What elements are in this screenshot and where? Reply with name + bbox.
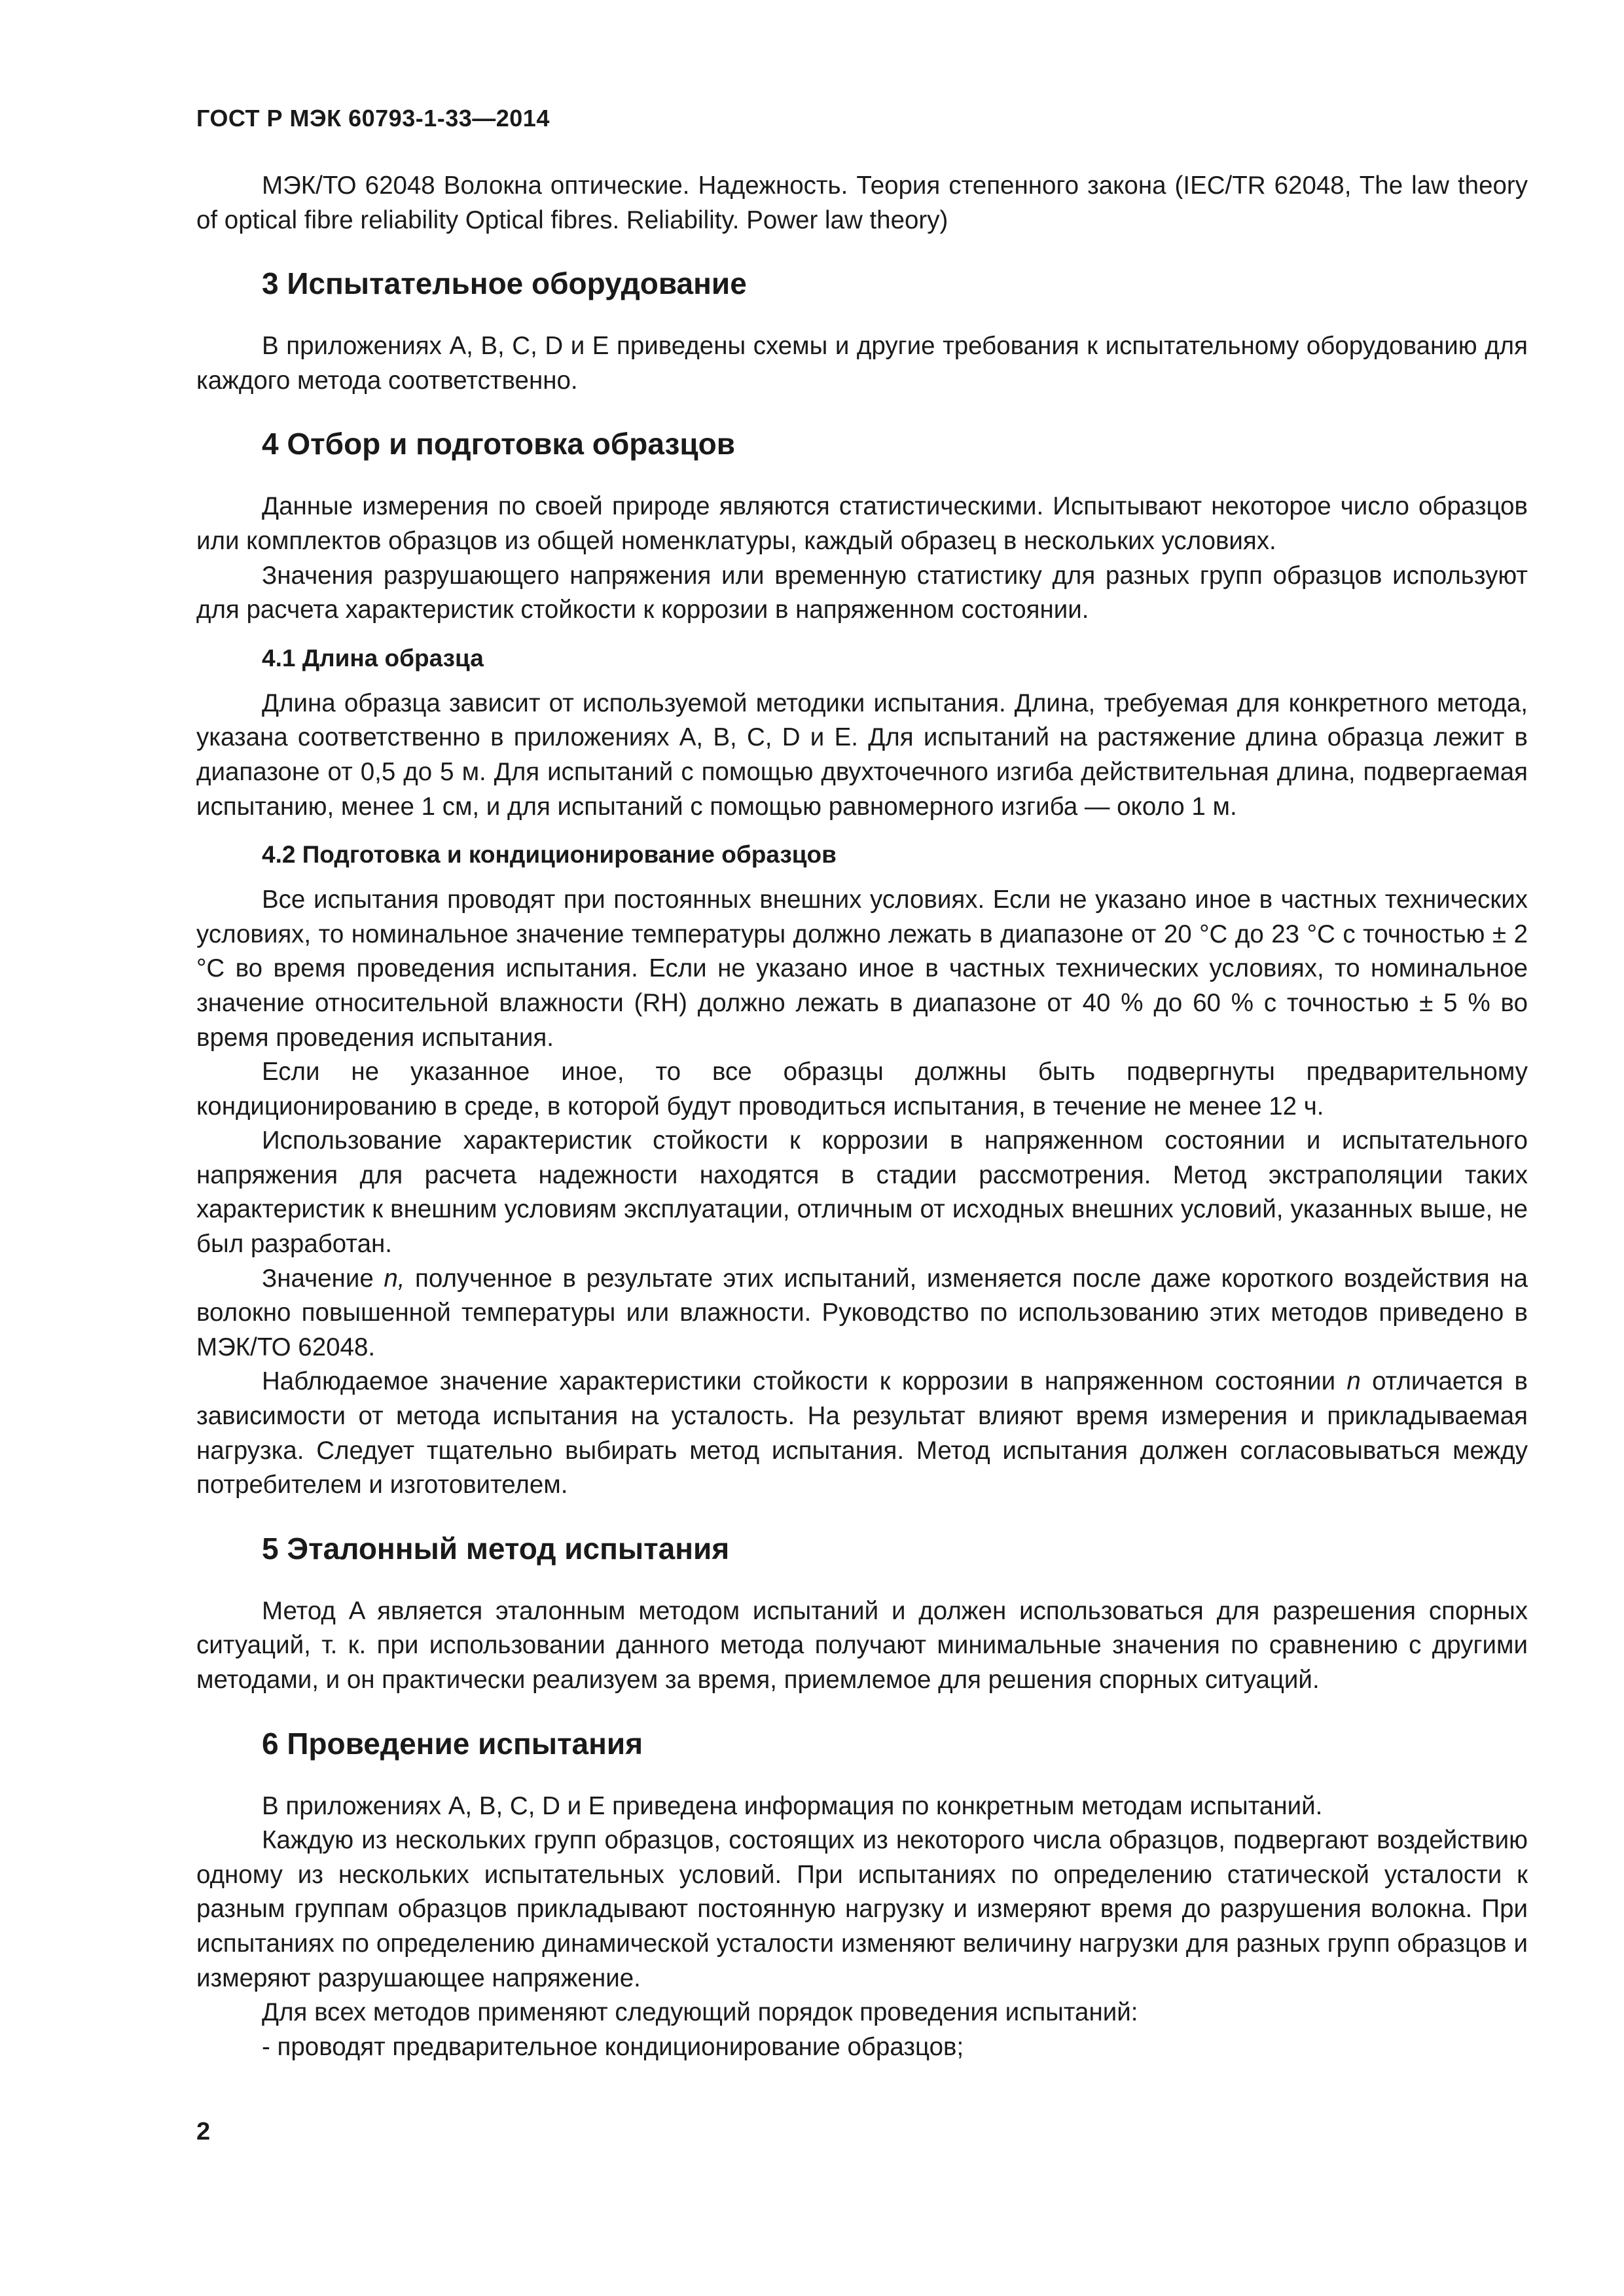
text-fragment: Наблюдаемое значение характеристики стойкости к коррозии в напряженном состоянии xyxy=(262,1367,1347,1396)
subsection-4-2-paragraph-5 xyxy=(196,1365,1528,1502)
section-4-heading: 4 Отбор и подготовка образцов xyxy=(262,427,736,461)
text-fragment: отличается в зависимости от метода испытания на усталость. На результат влияют время измерения и прикладываемая нагрузка. Следует тщательно выбирать метод испытания. Метод испытания должен согласовываться между потребителем и изготовителем. xyxy=(196,1367,1528,1499)
variable-n: n xyxy=(1346,1367,1361,1396)
subsection-4-1-paragraph: Длина образца зависит от используемой методики испытания. Длина, требуемая для конкретного метода, указана соответственно в приложениях A, B, C, D и E. Для испытаний на растяжение длина образца лежит в диапазоне от 0,5 до 5 м. Для испытаний с помощью двухточечного изгиба действительная длина, подвергаемая испытанию, менее 1 см, и для испытаний с помощью равномерного изгиба — около 1 м. xyxy=(196,689,1528,821)
section-6-paragraph-3: Для всех методов применяют следующий порядок проведения испытаний: xyxy=(262,1998,1138,2027)
subsection-4-2-paragraph-4 xyxy=(196,1262,1528,1365)
section-6-list-item: - проводят предварительное кондиционирование образцов; xyxy=(262,2032,964,2061)
section-4-paragraph-1: Данные измерения по своей природе являются статистическими. Испытывают некоторое число образцов или комплектов образцов из общей номенклатуры, каждый образец в нескольких условиях. xyxy=(196,492,1528,555)
subsection-4-1-heading: 4.1 Длина образца xyxy=(262,644,484,672)
subsection-4-2-paragraph-2: Если не указанное иное, то все образцы должны быть подвергнуты предварительному кондиционированию в среде, в которой будут проводиться испытания, в течение не менее 12 ч. xyxy=(196,1058,1528,1121)
section-6-heading: 6 Проведение испытания xyxy=(262,1726,643,1761)
subsection-4-2-heading: 4.2 Подготовка и кондиционирование образцов xyxy=(262,841,837,869)
standard-header: ГОСТ Р МЭК 60793-1-33—2014 xyxy=(196,105,550,132)
variable-n: n, xyxy=(384,1264,405,1293)
subsection-4-2-paragraph-1: Все испытания проводят при постоянных внешних условиях. Если не указано иное в частных технических условиях, то номинальное значение температуры должно лежать в диапазоне от 20 °С до 23 °С с точностью ± 2 °С во время проведения испытания. Если не указано иное в частных технических условиях, то номинальное значение относительной влажности (RH) должно лежать в диапазоне от 40 % до 60 % с точностью ± 5 % во время проведения испытания. xyxy=(196,886,1528,1052)
document-body xyxy=(196,169,1528,2064)
section-3-paragraph: В приложениях A, B, C, D и E приведены схемы и другие требования к испытательному оборудованию для каждого метода соответственно. xyxy=(196,332,1528,395)
section-5-heading: 5 Эталонный метод испытания xyxy=(262,1531,730,1566)
text-fragment: Значение xyxy=(262,1264,384,1293)
section-4-paragraph-2: Значения разрушающего напряжения или временную статистику для разных групп образцов используют для расчета характеристик стойкости к коррозии в напряженном состоянии. xyxy=(196,561,1528,624)
section-3-heading: 3 Испытательное оборудование xyxy=(262,266,747,301)
reference-paragraph: МЭК/ТО 62048 Волокна оптические. Надежность. Теория степенного закона (IEC/TR 62048, The law theory of optical fibre reliability Optical fibres. Reliability. Power law theory) xyxy=(196,171,1528,234)
page-number: 2 xyxy=(196,2118,211,2145)
section-6-paragraph-2: Каждую из нескольких групп образцов, состоящих из некоторого числа образцов, подвергают воздействию одному из нескольких испытательных условий. При испытаниях по определению статической усталости к разным группам образцов прикладывают постоянную нагрузку и измеряют время до разрушения волокна. При испытаниях по определению динамической усталости изменяют величину нагрузки для разных групп образцов и измеряют разрушающее напряжение. xyxy=(196,1826,1528,1992)
subsection-4-2-paragraph-3: Использование характеристик стойкости к коррозии в напряженном состоянии и испытательного напряжения для расчета надежности находятся в стадии рассмотрения. Метод экстраполяции таких характеристик к внешним условиям эксплуатации, отличным от исходных внешних условий, указанных выше, не был разработан. xyxy=(196,1126,1528,1259)
text-fragment: полученное в результате этих испытаний, изменяется после даже короткого воздействия на волокно повышенной температуры или влажности. Руководство по использованию этих методов приведено в МЭК/ТО 62048. xyxy=(196,1264,1528,1361)
section-6-paragraph-1: В приложениях A, B, C, D и E приведена информация по конкретным методам испытаний. xyxy=(262,1791,1323,1820)
section-5-paragraph: Метод A является эталонным методом испытаний и должен использоваться для разрешения спорных ситуаций, т. к. при использовании данного метода получают минимальные значения по сравнению с другими методами, и он практически реализуем за время, приемлемое для решения спорных ситуаций. xyxy=(196,1596,1528,1694)
